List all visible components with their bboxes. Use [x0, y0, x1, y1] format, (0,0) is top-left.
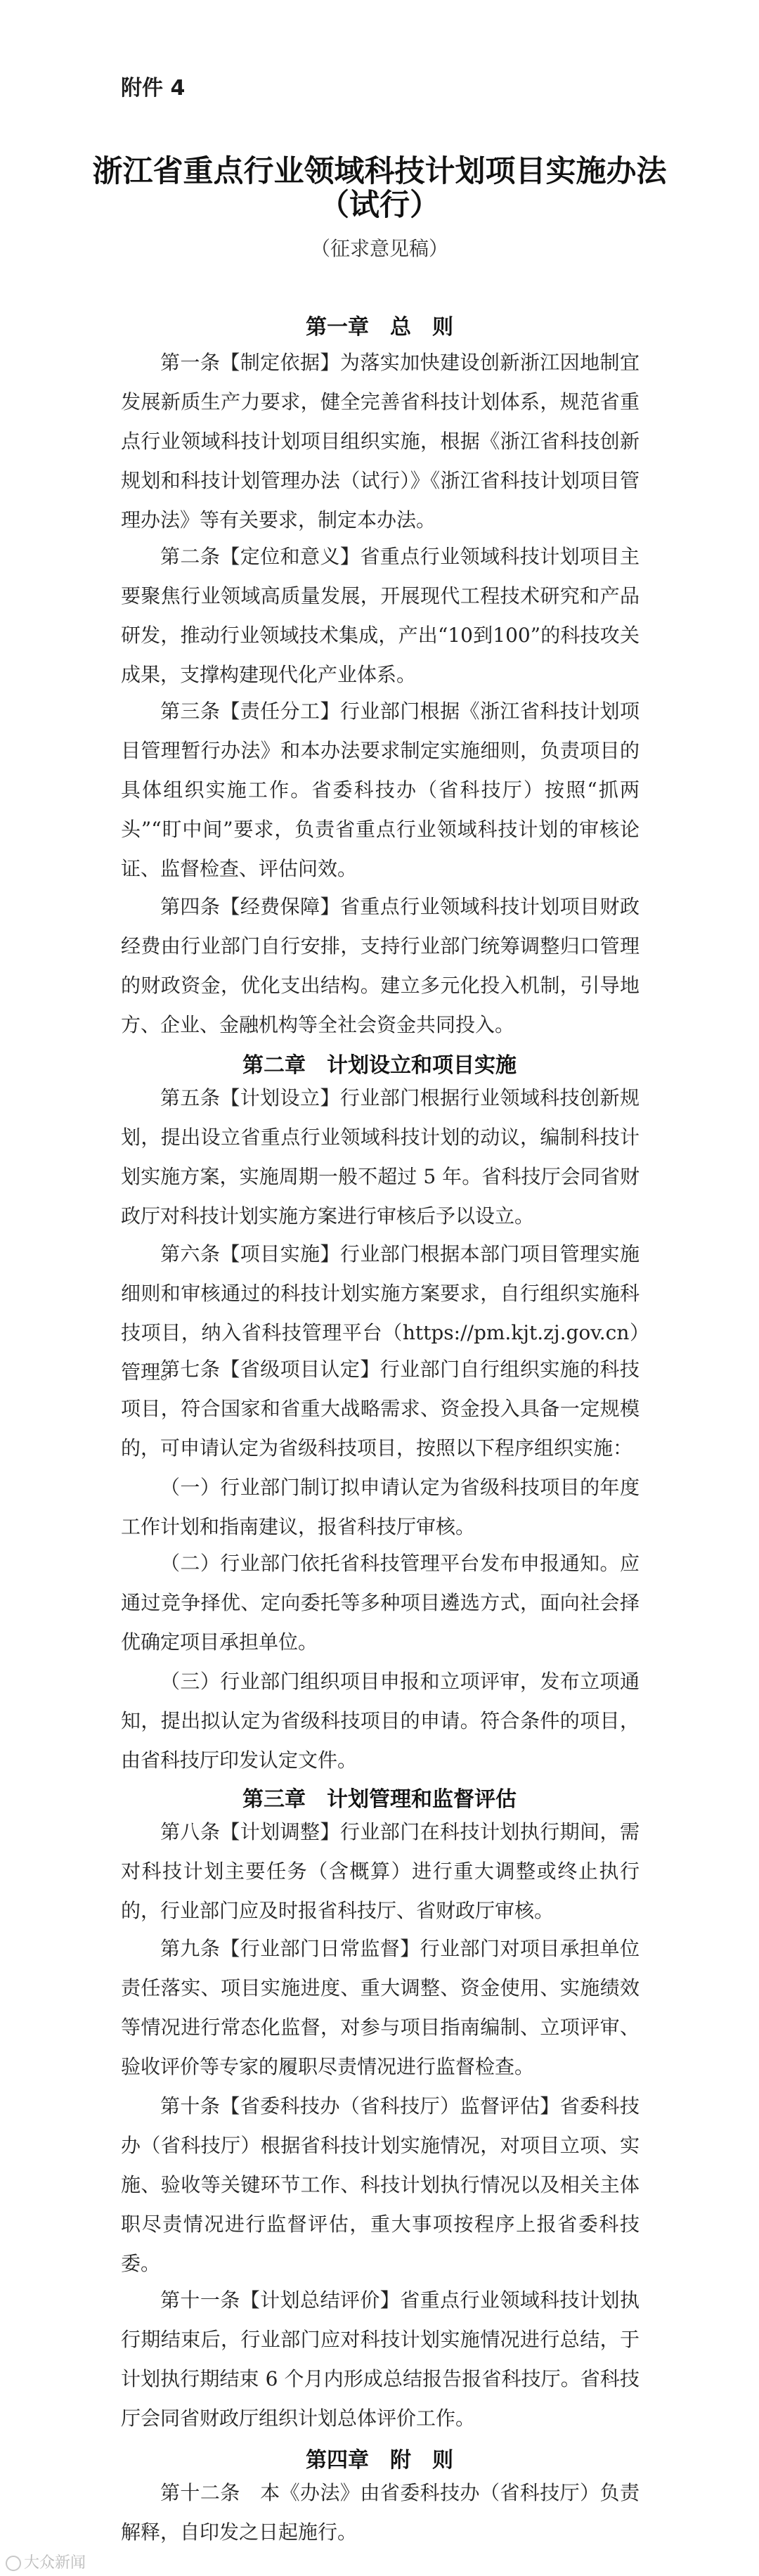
chapter-heading: 第四章 附 则 — [306, 2448, 453, 2473]
attachment-label: 附件 4 — [121, 76, 186, 101]
chapter-heading: 第二章 计划设立和项目实施 — [242, 1053, 517, 1078]
article-paragraph: 第九条【行业部门日常监督】行业部门对项目承担单位责任落实、项目实施进度、重大调整、资金使用、实施绩效等情况进行常态化监督，对参与项目指南编制、立项评审、验收评价等专家的履职尽责情况进行监督检查。 — [121, 1937, 640, 2078]
article-paragraph: 第一条【制定依据】为落实加快建设创新浙江因地制宜发展新质生产力要求，健全完善省科技计划体系，规范省重点行业领域科技计划项目组织实施，根据《浙江省科技创新规划和科技计划管理办法（试行）》《浙江省科技计划项目管理办法》等有关要求，制定本办法。 — [121, 351, 640, 532]
article-paragraph: 第十条【省委科技办（省科技厅）监督评估】省委科技办（省科技厅）根据省科技计划实施情况，对项目立项、实施、验收等关键环节工作、科技计划执行情况以及相关主体职尽责情况进行监督评估，重大事项按程序上报省委科技委。 — [121, 2094, 640, 2275]
watermark-text: 大众新闻 — [24, 2554, 86, 2572]
watermark — [6, 2551, 86, 2572]
article-paragraph: 第三条【责任分工】行业部门根据《浙江省科技计划项目管理暂行办法》和本办法要求制定实施细则，负责项目的具体组织实施工作。省委科技办（省科技厅）按照“抓两头”“盯中间”要求，负责省重点行业领域科技计划的审核论证、监督检查、评估问效。 — [121, 700, 640, 880]
article-paragraph: 第十一条【计划总结评价】省重点行业领域科技计划执行期结束后，行业部门应对科技计划实施情况进行总结，于计划执行期结束 6 个月内形成总结报告报省科技厅。省科技厅会同省财政厅组织计划总体评价工作。 — [121, 2288, 640, 2430]
article-paragraph: 第十二条 本《办法》由省委科技办（省科技厅）负责解释，自印发之日起施行。 — [121, 2481, 640, 2544]
article-paragraph: 第七条【省级项目认定】行业部门自行组织实施的科技项目，符合国家和省重大战略需求、资金投入具备一定规模的，可申请认定为省级科技项目，按照以下程序组织实施： — [121, 1358, 640, 1460]
article-paragraph: 第八条【计划调整】行业部门在科技计划执行期间，需对科技计划主要任务（含概算）进行重大调整或终止执行的，行业部门应及时报省科技厅、省财政厅审核。 — [121, 1820, 640, 1922]
article-paragraph: （三）行业部门组织项目申报和立项评审，发布立项通知，提出拟认定为省级科技项目的申请。符合条件的项目，由省科技厅印发认定文件。 — [121, 1670, 640, 1772]
draft-note: （征求意见稿） — [310, 237, 448, 260]
article-paragraph: 第五条【计划设立】行业部门根据行业领域科技创新规划，提出设立省重点行业领域科技计划的动议，编制科技计划实施方案，实施周期一般不超过 5 年。省科技厅会同省财政厅对科技计划实施方案进行审核后予以设立。 — [121, 1086, 640, 1228]
article-paragraph: 第四条【经费保障】省重点行业领域科技计划项目财政经费由行业部门自行安排，支持行业部门统筹调整归口管理的财政资金，优化支出结构。建立多元化投入机制，引导地方、企业、金融机构等全社会资金共同投入。 — [121, 895, 640, 1036]
document-title-suffix: （试行） — [319, 188, 440, 223]
chapter-heading: 第一章 总 则 — [306, 315, 453, 340]
chapter-heading: 第三章 计划管理和监督评估 — [242, 1787, 517, 1812]
watermark-logo-icon — [6, 2556, 21, 2571]
document-title: 浙江省重点行业领域科技计划项目实施办法 — [92, 154, 667, 189]
article-paragraph: （二）行业部门依托省科技管理平台发布申报通知。应通过竞争择优、定向委托等多种项目遴选方式，面向社会择优确定项目承担单位。 — [121, 1552, 640, 1654]
article-paragraph: 第二条【定位和意义】省重点行业领域科技计划项目主要聚焦行业领域高质量发展，开展现代工程技术研究和产品研发，推动行业领域技术集成，产出“10到100”的科技攻关成果，支撑构建现代化产业体系。 — [121, 545, 640, 686]
article-paragraph: （一）行业部门制订拟申请认定为省级科技项目的年度工作计划和指南建议，报省科技厅审核。 — [121, 1476, 640, 1538]
article-paragraph: 第六条【项目实施】行业部门根据本部门项目管理实施细则和审核通过的科技计划实施方案要求，自行组织实施科技项目，纳入省科技管理平台（https://pm.kjt.zj.gov.cn）管理。 — [121, 1242, 640, 1384]
